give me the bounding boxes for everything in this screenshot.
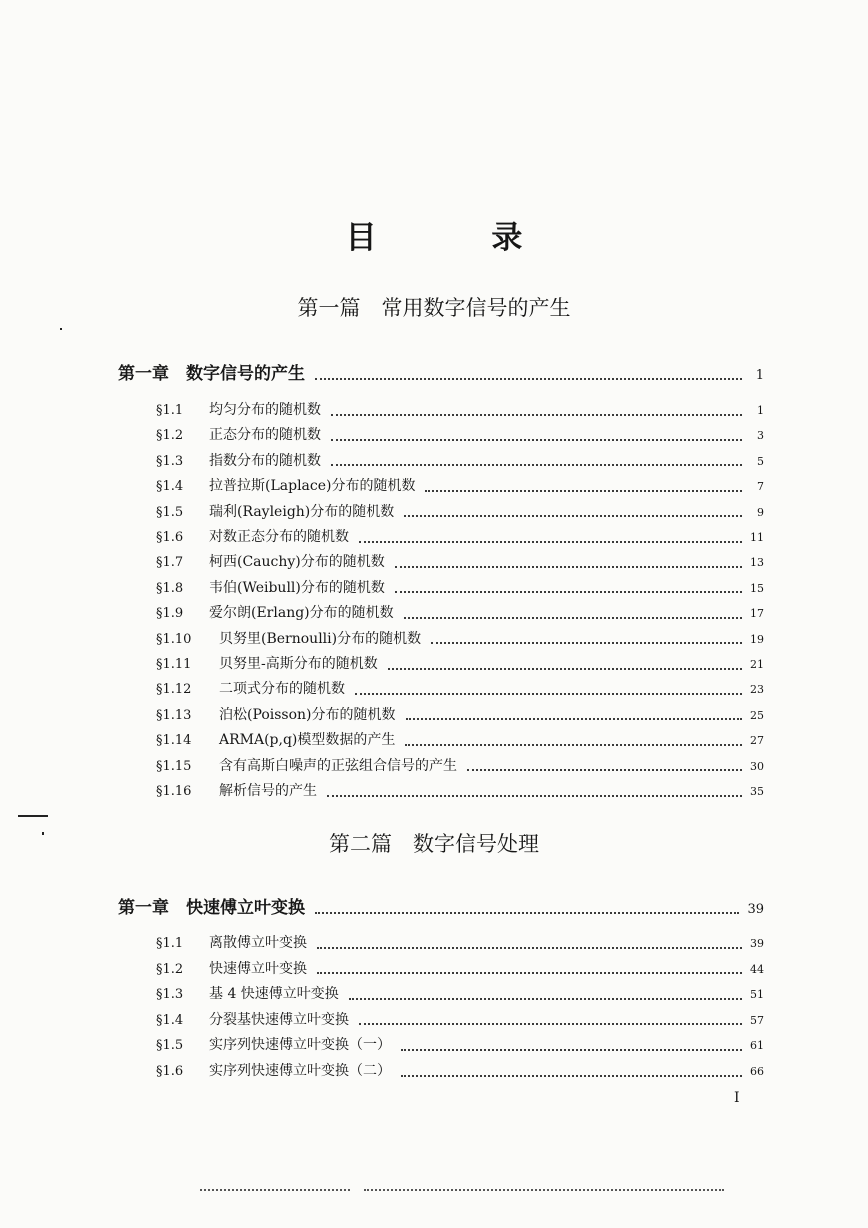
- section-title: 泊松(Poisson)分布的随机数: [219, 706, 396, 723]
- section-number: §1.1: [156, 403, 184, 418]
- part-heading: 第二篇 数字信号处理: [329, 832, 539, 856]
- scan-artifact-line: [364, 1188, 724, 1191]
- dot-leader: [317, 971, 742, 974]
- section-entry[interactable]: [156, 525, 764, 549]
- section-number: §1.3: [156, 453, 184, 469]
- section-page-number: 39: [750, 937, 764, 950]
- section-number: §1.5: [156, 504, 184, 520]
- section-entry[interactable]: [156, 500, 764, 524]
- section-page-number: 17: [750, 607, 764, 621]
- section-number: §1.16: [156, 784, 192, 799]
- section-entry[interactable]: [156, 652, 764, 676]
- section-entry[interactable]: [156, 576, 764, 600]
- section-number: §1.10: [156, 631, 192, 647]
- section-page-number: 13: [750, 556, 764, 570]
- section-title: 瑞利(Rayleigh)分布的随机数: [209, 503, 395, 520]
- section-entry[interactable]: [156, 1008, 764, 1032]
- dot-leader: [401, 1074, 742, 1077]
- section-number: §1.13: [156, 707, 192, 723]
- section-page-number: 9: [757, 505, 764, 519]
- section-title: 柯西(Cauchy)分布的随机数: [209, 554, 385, 571]
- section-entry[interactable]: [156, 957, 764, 981]
- part-heading: 第一篇 常用数字信号的产生: [297, 296, 571, 320]
- section-page-number: 61: [750, 1039, 764, 1053]
- dot-leader: [404, 616, 742, 619]
- section-number: §1.14: [156, 733, 192, 749]
- section-entry[interactable]: [156, 703, 764, 727]
- section-entry[interactable]: [156, 474, 764, 498]
- section-page-number: 5: [757, 454, 764, 468]
- scan-artifact-line: [200, 1188, 350, 1191]
- section-number: §1.11: [156, 657, 192, 672]
- chapter-entry[interactable]: [118, 896, 764, 920]
- section-page-number: 30: [750, 759, 764, 773]
- section-title: 正态分布的随机数: [209, 427, 321, 444]
- section-title: 实序列快速傅立叶变换（一）: [209, 1037, 391, 1054]
- dot-leader: [331, 413, 742, 416]
- section-number: §1.12: [156, 682, 192, 698]
- section-title: 贝努里(Bernoulli)分布的随机数: [219, 630, 422, 647]
- section-number: §1.9: [156, 606, 184, 622]
- section-entry[interactable]: [156, 677, 764, 701]
- page-title: 目 录: [345, 220, 575, 256]
- section-title: 实序列快速傅立叶变换（二）: [209, 1063, 391, 1079]
- section-entry[interactable]: [156, 550, 764, 574]
- section-page-number: 27: [750, 734, 764, 748]
- dot-leader: [405, 743, 742, 746]
- section-title: 二项式分布的随机数: [219, 681, 345, 698]
- section-entry[interactable]: [156, 728, 764, 752]
- section-page-number: 51: [750, 988, 764, 1002]
- section-number: §1.5: [156, 1038, 184, 1054]
- dot-leader: [467, 768, 742, 771]
- section-page-number: 3: [757, 429, 764, 443]
- section-title: 对数正态分布的随机数: [209, 529, 349, 545]
- section-number: §1.2: [156, 428, 184, 444]
- section-title: ARMA(p,q)模型数据的产生: [219, 732, 396, 749]
- dot-leader: [404, 514, 742, 517]
- dot-leader: [406, 717, 743, 720]
- dot-leader: [315, 911, 739, 914]
- chapter-title: 第一章 数字信号的产生: [118, 364, 305, 384]
- section-entry[interactable]: [156, 1033, 764, 1057]
- section-number: §1.4: [156, 479, 184, 495]
- section-title: 离散傅立叶变换: [209, 935, 307, 951]
- chapter-title: 第一章 快速傅立叶变换: [118, 898, 305, 918]
- section-page-number: 21: [750, 658, 764, 671]
- section-page-number: 23: [750, 683, 764, 697]
- dot-leader: [349, 997, 742, 1000]
- section-title: 指数分布的随机数: [209, 452, 321, 469]
- scan-speck: [60, 328, 62, 330]
- chapter-page-number: 1: [755, 368, 764, 383]
- section-entry[interactable]: [156, 1059, 764, 1083]
- section-entry[interactable]: [156, 754, 764, 778]
- dot-leader: [431, 641, 742, 644]
- section-page-number: 57: [750, 1013, 764, 1027]
- chapter-page-number: 39: [747, 902, 764, 917]
- section-title: 解析信号的产生: [219, 783, 317, 799]
- section-number: §1.8: [156, 580, 184, 596]
- section-number: §1.2: [156, 961, 184, 977]
- section-page-number: 7: [757, 480, 764, 494]
- section-page-number: 19: [750, 632, 764, 646]
- dot-leader: [401, 1048, 742, 1051]
- section-title: 爱尔朗(Erlang)分布的随机数: [209, 605, 394, 622]
- section-number: §1.7: [156, 555, 184, 571]
- dot-leader: [331, 438, 742, 441]
- scan-speck: [18, 815, 48, 817]
- section-entry[interactable]: [156, 779, 764, 803]
- section-title: 韦伯(Weibull)分布的随机数: [209, 579, 385, 596]
- dot-leader: [317, 946, 742, 949]
- section-title: 含有高斯白噪声的正弦组合信号的产生: [219, 757, 457, 774]
- section-title: 均匀分布的随机数: [209, 402, 321, 418]
- section-number: §1.1: [156, 936, 184, 951]
- section-entry[interactable]: [156, 449, 764, 473]
- section-entry[interactable]: [156, 931, 764, 955]
- dot-leader: [315, 377, 742, 380]
- section-entry[interactable]: [156, 398, 764, 422]
- dot-leader: [355, 692, 742, 695]
- dot-leader: [388, 667, 742, 670]
- dot-leader: [359, 1022, 742, 1025]
- scan-speck: [42, 832, 44, 835]
- section-number: §1.6: [156, 1064, 184, 1079]
- section-page-number: 1: [757, 404, 764, 417]
- section-page-number: 44: [750, 962, 764, 976]
- dot-leader: [395, 590, 742, 593]
- section-title: 分裂基快速傅立叶变换: [209, 1011, 349, 1028]
- page-number: I: [734, 1090, 740, 1106]
- section-title: 贝努里-高斯分布的随机数: [219, 656, 378, 672]
- section-number: §1.6: [156, 530, 184, 545]
- dot-leader: [327, 794, 742, 797]
- section-number: §1.3: [156, 987, 184, 1003]
- dot-leader: [395, 565, 742, 568]
- section-entry[interactable]: [156, 601, 764, 625]
- dot-leader: [359, 540, 742, 543]
- section-entry[interactable]: [156, 982, 764, 1006]
- dot-leader: [425, 489, 742, 492]
- section-title: 快速傅立叶变换: [209, 960, 307, 977]
- section-number: §1.15: [156, 758, 192, 774]
- section-title: 拉普拉斯(Laplace)分布的随机数: [209, 478, 416, 495]
- section-page-number: 35: [750, 785, 764, 798]
- section-entry[interactable]: [156, 627, 764, 651]
- section-number: §1.4: [156, 1012, 184, 1028]
- section-page-number: 66: [750, 1065, 764, 1078]
- section-entry[interactable]: [156, 423, 764, 447]
- section-page-number: 11: [750, 531, 764, 544]
- dot-leader: [331, 463, 742, 466]
- section-title: 基 4 快速傅立叶变换: [209, 986, 339, 1003]
- chapter-entry[interactable]: [118, 362, 764, 386]
- section-page-number: 15: [750, 581, 764, 595]
- section-page-number: 25: [750, 708, 764, 722]
